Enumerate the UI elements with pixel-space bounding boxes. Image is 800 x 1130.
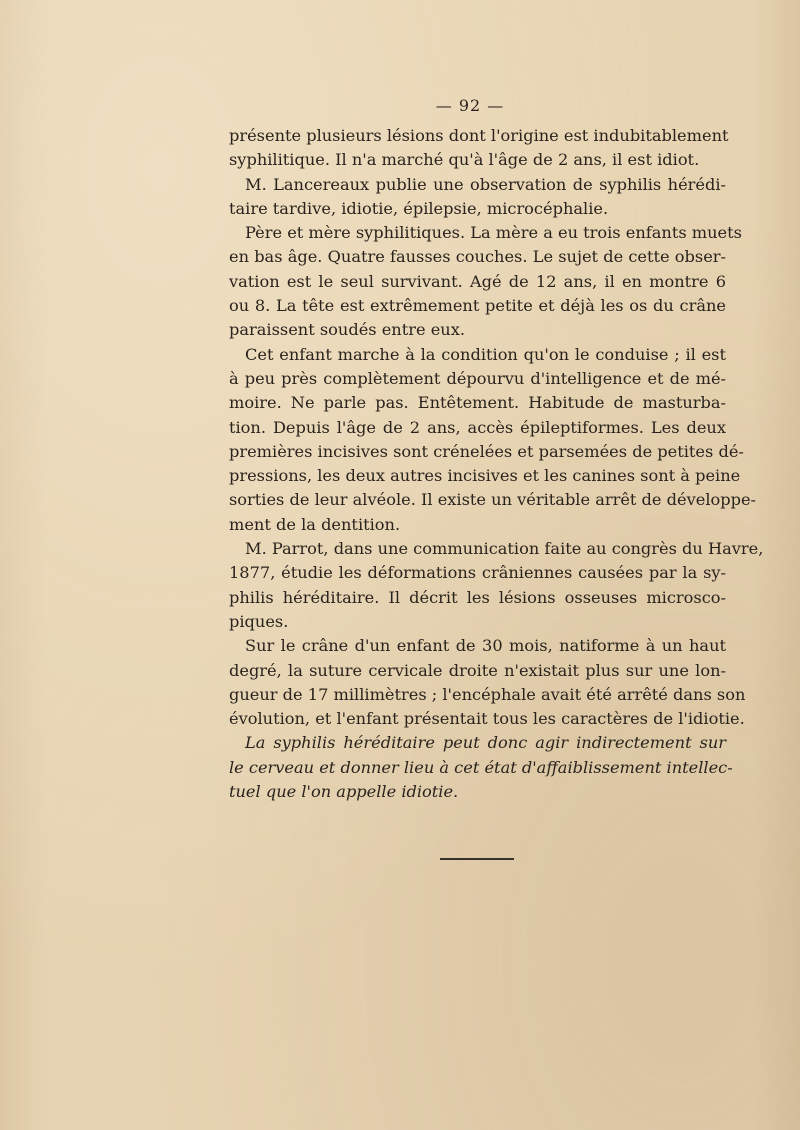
- text-line: évolution, et l'enfant présentait tous les caractères de l'idiotie.: [229, 709, 745, 729]
- text-line: Sur le crâne d'un enfant de 30 mois, natiforme à un haut: [245, 636, 726, 656]
- text-line: gueur de 17 millimètres ; l'encéphale avait été arrêté dans son: [229, 684, 746, 704]
- text-line: 1877, étudie les déformations crâniennes causées par la sy-: [229, 563, 726, 583]
- text-line: Cet enfant marche à la condition qu'on le conduise ; il est: [245, 344, 726, 364]
- text-line: ou 8. La tête est extrêmement petite et déjà les os du crâne: [229, 296, 726, 316]
- text-line: tion. Depuis l'âge de 2 ans, accès épileptiformes. Les deux: [229, 417, 726, 437]
- text-line: Père et mère syphilitiques. La mère a eu trois enfants muets: [245, 223, 742, 243]
- text-line: taire tardive, idiotie, épilepsie, microcéphalie.: [229, 198, 609, 218]
- section-end-rule: [440, 858, 514, 860]
- text-line: moire. Ne parle pas. Entêtement. Habitude de masturba-: [229, 393, 726, 413]
- text-line: piques.: [229, 611, 289, 631]
- text-line: paraissent soudés entre eux.: [229, 320, 465, 340]
- body-text: [229, 124, 764, 804]
- text-line: philis héréditaire. Il décrit les lésions osseuses microsco-: [229, 587, 726, 607]
- text-line: à peu près complètement dépourvu d'intelligence et de mé-: [229, 368, 726, 388]
- page-number: — 92 —: [435, 96, 505, 115]
- text-line: tuel que l'on appelle idiotie.: [229, 782, 459, 802]
- text-line: en bas âge. Quatre fausses couches. Le sujet de cette obser-: [229, 247, 726, 267]
- text-line: le cerveau et donner lieu à cet état d'affaiblissement intellec-: [229, 757, 733, 777]
- text-line: degré, la suture cervicale droite n'existait plus sur une lon-: [229, 660, 726, 680]
- text-line: M. Parrot, dans une communication faite au congrès du Havre,: [245, 539, 764, 559]
- text-line: M. Lancereaux publie une observation de syphilis hérédi-: [245, 174, 726, 194]
- text-line: La syphilis héréditaire peut donc agir indirectement sur: [245, 733, 726, 753]
- text-line: sorties de leur alvéole. Il existe un véritable arrêt de développe-: [229, 490, 757, 510]
- text-line: pressions, les deux autres incisives et les canines sont à peine: [229, 466, 741, 486]
- text-line: vation est le seul survivant. Agé de 12 ans, il en montre 6: [229, 271, 726, 291]
- text-line: premières incisives sont crénelées et parsemées de petites dé-: [229, 441, 744, 461]
- text-line: syphilitique. Il n'a marché qu'à l'âge de 2 ans, il est idiot.: [229, 150, 700, 170]
- text-line: ment de la dentition.: [229, 514, 401, 534]
- text-line: présente plusieurs lésions dont l'origine est indubitablement: [229, 126, 729, 145]
